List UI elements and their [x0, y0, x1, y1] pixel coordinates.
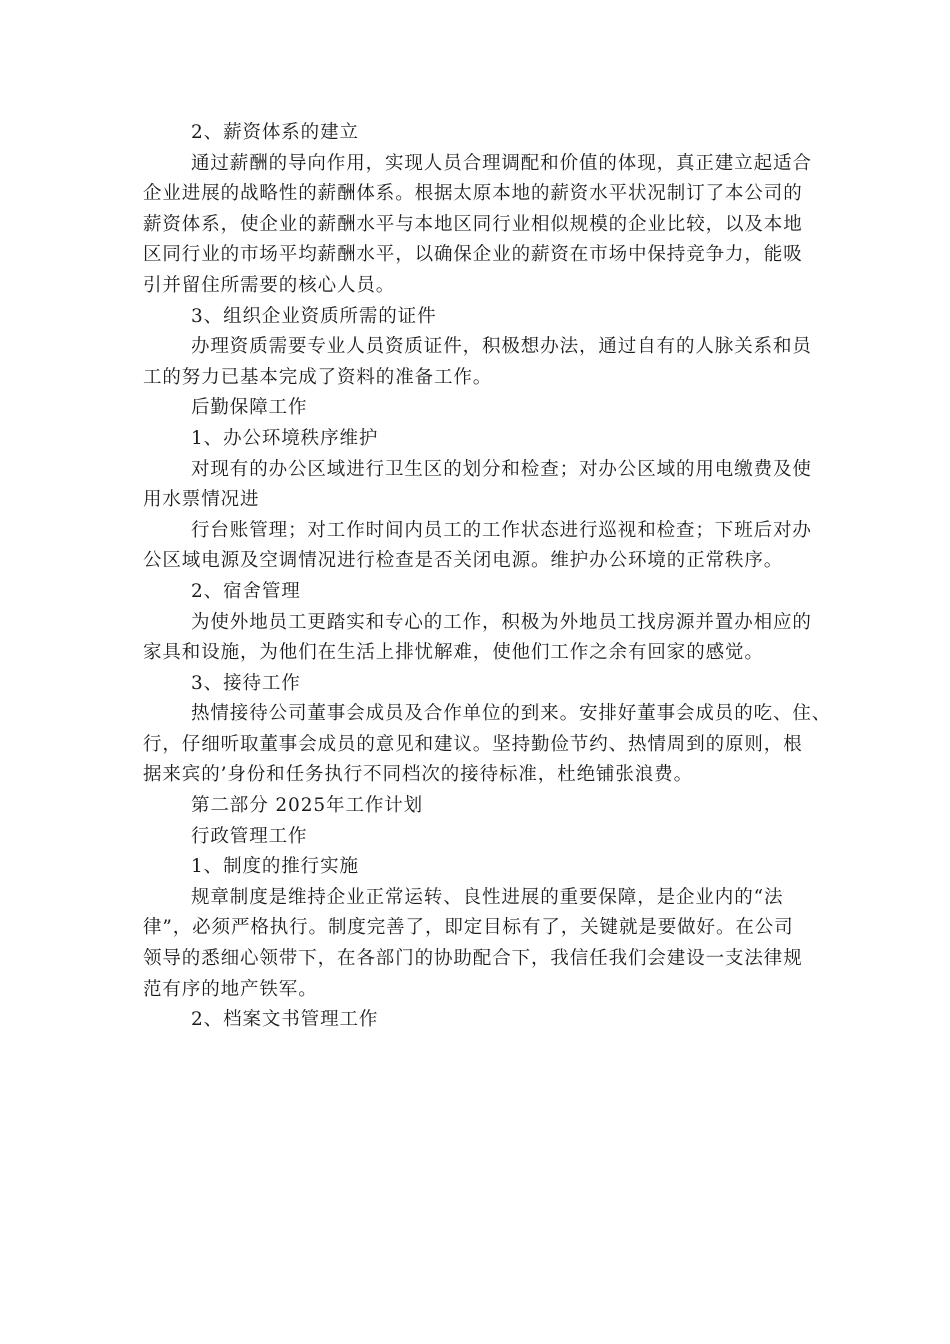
- text-line: 范有序的地产铁军。: [143, 978, 318, 1000]
- text-line: 薪资体系，使企业的薪酬水平与本地区同行业相似规模的企业比较，以及本地: [143, 213, 803, 235]
- text-line: 1、制度的推行实施: [191, 856, 359, 878]
- text-line: 2、档案文书管理工作: [191, 1009, 379, 1031]
- text-line: 行，仔细听取董事会成员的意见和建议。坚持勤俭节约、热情周到的原则，根: [143, 733, 803, 755]
- document-body: [143, 118, 832, 1036]
- text-line: 行台账管理；对工作时间内员工的工作状态进行巡视和检查；下班后对办: [191, 519, 812, 541]
- text-line: 为使外地员工更踏实和专心的工作，积极为外地员工找房源并置办相应的: [191, 611, 812, 633]
- text-line: 行政管理工作: [191, 825, 308, 847]
- text-line: 3、组织企业资质所需的证件: [191, 305, 437, 327]
- text-line: 通过薪酬的导向作用，实现人员合理调配和价值的体现，真正建立起适合: [191, 152, 812, 174]
- text-line: 办理资质需要专业人员资质证件，积极想办法，通过自有的人脉关系和员: [191, 336, 812, 358]
- text-line: 引并留住所需要的核心人员。: [143, 274, 396, 296]
- text-line: 热情接待公司董事会成员及合作单位的到来。安排好董事会成员的吃、住、: [191, 703, 832, 725]
- text-line: 律”，必须严格执行。制度完善了，即定目标有了，关键就是要做好。在公司: [143, 917, 794, 939]
- text-line: 3、接待工作: [191, 672, 301, 694]
- text-line: 2、薪资体系的建立: [191, 122, 359, 143]
- text-line: 区同行业的市场平均薪酬水平，以确保企业的薪资在市场中保持竞争力，能吸: [143, 244, 803, 266]
- text-line: 领导的悉细心领带下，在各部门的协助配合下，我信任我们会建设一支法律规: [143, 948, 803, 970]
- text-line: 规章制度是维持企业正常运转、良性进展的重要保障，是企业内的“法: [191, 886, 784, 908]
- text-line: 对现有的办公区域进行卫生区的划分和检查；对办公区域的用电缴费及使: [191, 458, 812, 480]
- text-line: 公区域电源及空调情况进行检查是否关闭电源。维护办公环境的正常秩序。: [143, 550, 784, 572]
- text-line: 据来宾的’身份和任务执行不同档次的接待标准，杜绝铺张浪费。: [143, 764, 693, 786]
- text-line: 用水票情况进: [143, 489, 260, 511]
- text-line: 后勤保障工作: [191, 397, 308, 419]
- text-line: 第二部分 2025年工作计划: [191, 795, 424, 817]
- text-line: 企业进展的战略性的薪酬体系。根据太原本地的薪资水平状况制订了本公司的: [143, 183, 803, 205]
- text-line: 家具和设施，为他们在生活上排忧解难，使他们工作之余有回家的感觉。: [143, 642, 764, 664]
- text-line: 1、办公环境秩序维护: [191, 427, 379, 449]
- text-line: 2、宿舍管理: [191, 580, 301, 602]
- text-line: 工的努力已基本完成了资料的准备工作。: [143, 366, 493, 388]
